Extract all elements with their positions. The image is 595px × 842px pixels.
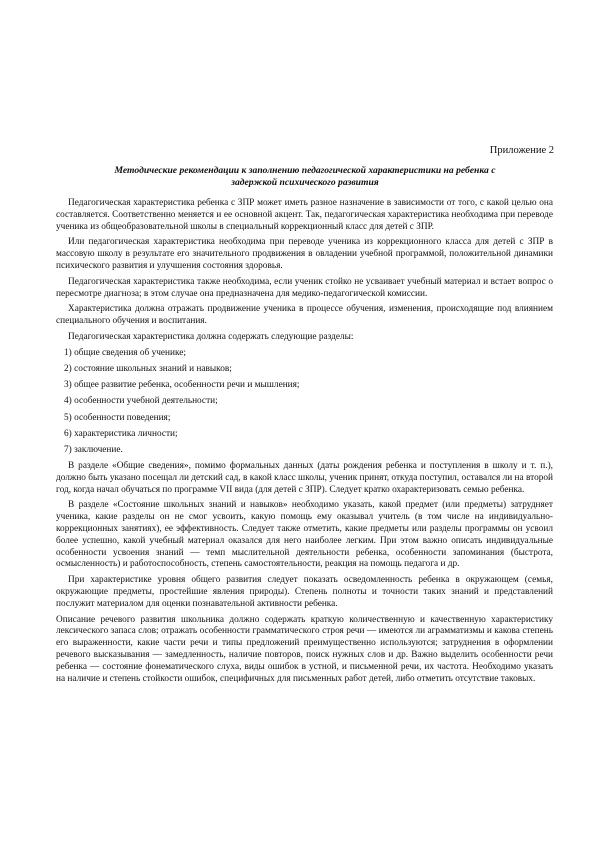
paragraph-transfer: Или педагогическая характеристика необходима при переводе ученика из коррекционного класса для детей с ЗПР в массовую школу в результате его значительного продвижения в овладении учебной программой, положительной динамики психического развития и улучшения состояния здоровья. bbox=[56, 237, 553, 271]
paragraph-commission: Педагогическая характеристика также необходима, если ученик стойко не усваивает учебный материал и встает вопрос о пересмотре диагноза; в этом случае она предназначена для медико-педагогической комиссии. bbox=[56, 276, 553, 299]
list-item: 5) особенности поведения; bbox=[64, 412, 171, 423]
paragraph-school-knowledge: В разделе «Состояние школьных знаний и навыков» необходимо указать, какой предмет (или предметы) затрудняет ученика, какие разделы он не смог усвоить, какую помощь ему оказывал учитель (в том числе на индивидуально-коррекционных занятиях), ее эффективность. Следует также отметить, какие предметы или разделы программы он усвоил более успешно, какой учебный материал оказался для него наиболее легким. При этом важно описать индивидуальные особенности усвоения знаний — темп мыслительной деятельности ребенка, особенности запоминания (быстрота, осмысленность) и работоспособность, степень самостоятельности, реакция на помощь педагога и др. bbox=[56, 500, 553, 570]
title-line-1: Методические рекомендации к заполнению педагогической характеристики на ребенка с bbox=[114, 165, 496, 176]
list-item: 1) общие сведения об ученике; bbox=[64, 347, 187, 358]
paragraph-general-development: При характеристике уровня общего развития следует показать осведомленность ребенка в окружающем (семья, окружающие предметы, простейшие явления природы). Степень полноты и точности таких знаний и представлений послужит материалом для оценки познавательной активности ребенка. bbox=[56, 575, 553, 609]
sections-list bbox=[56, 348, 553, 457]
paragraph-speech-development: Описание речевого развития школьника должно содержать краткую количественную и качественную характеристику лексического запаса слов; отражать особенности грамматического строя речи — имеются ли аграмматизмы и какова степень его выраженности, какие части речи и типы предложений преимущественно используются; затруднения в оформлении речевого высказывания — замедленность, наличие повторов, поиск нужных слов и др. Важно выделить особенности речи ребенка — состояние фонематического слуха, виды ошибок в устной, и письменной речи, их частота. Необходимо указать на наличие и степень стойкости ошибок, специфичных для письменных работ детей, либо отметить отсутствие таковых. bbox=[56, 614, 553, 684]
appendix-label: Приложение 2 bbox=[489, 145, 554, 156]
document-title bbox=[78, 165, 532, 189]
paragraph-purpose: Педагогическая характеристика ребенка с ЗПР может иметь разное назначение в зависимости от того, с какой целью она составляется. Соответственно меняется и ее основной акцент. Так, педагогическая характеристика необходима при переводе ученика из общеобразовательной школы в специальный коррекционный класс для детей с ЗПР. bbox=[56, 198, 553, 232]
paragraph-general-info: В разделе «Общие сведения», помимо формальных данных (даты рождения ребенка и поступления в школу и т. п.), должно быть указано посещал ли детский сад, в какой класс школы, ученик принят, откуда поступил, оставался ли на второй год, когда начал обучаться по программе VII вида (для детей с ЗПР). Следует кратко охарактеризовать семью ребенка. bbox=[56, 461, 553, 495]
list-item: 3) общее развитие ребенка, особенности речи и мышления; bbox=[64, 380, 300, 391]
list-item: 7) заключение. bbox=[64, 444, 123, 455]
list-item: 2) состояние школьных знаний и навыков; bbox=[64, 363, 232, 374]
paragraph-progress: Характеристика должна отражать продвижение ученика в процессе обучения, изменения, происходящие под влиянием специального обучения и воспитания. bbox=[56, 304, 553, 327]
title-line-2: задержкой психического развития bbox=[231, 177, 379, 188]
paragraph-sections-intro: Педагогическая характеристика должна содержать следующие разделы: bbox=[68, 331, 354, 342]
list-item: 6) характеристика личности; bbox=[64, 428, 178, 439]
document-body bbox=[56, 198, 553, 689]
list-item: 4) особенности учебной деятельности; bbox=[64, 396, 218, 407]
